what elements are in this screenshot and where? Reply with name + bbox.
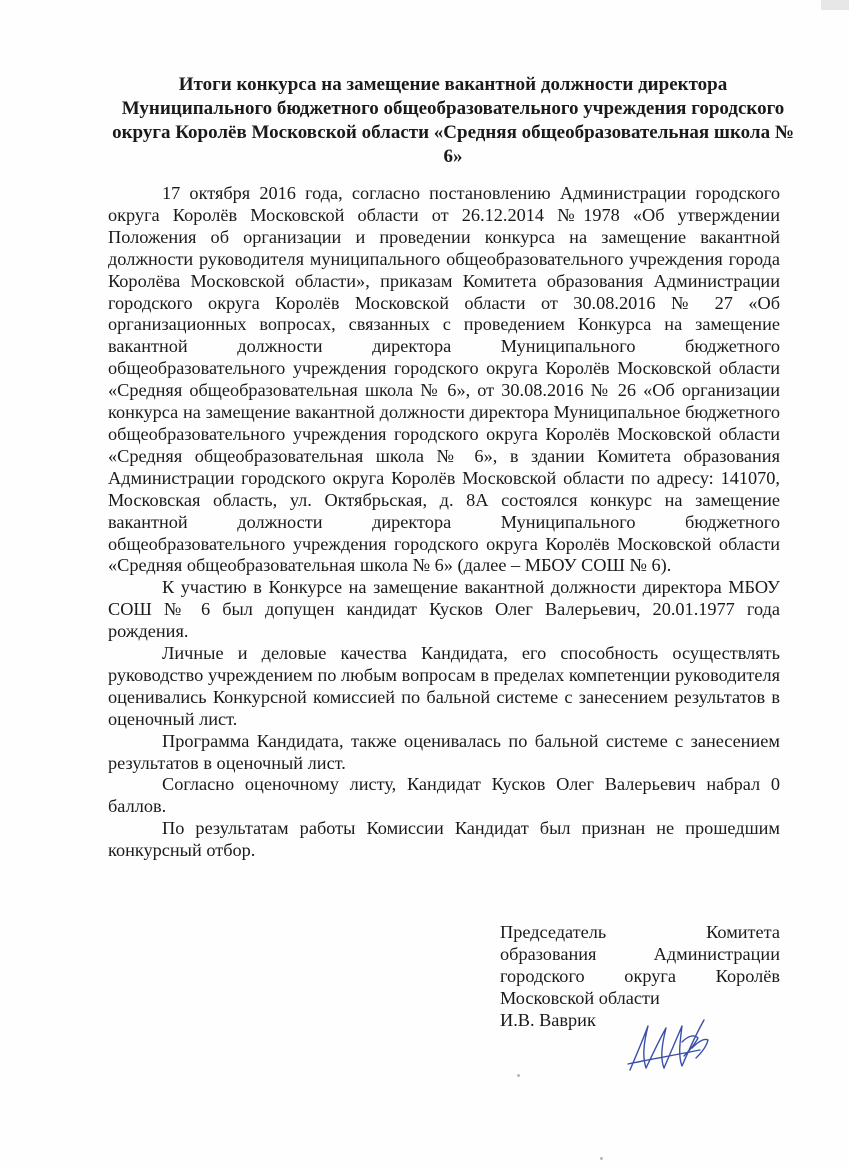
paragraph: Программа Кандидата, также оценивалась по бальной системе с занесением результатов в оценочный лист. bbox=[108, 730, 780, 773]
signature-line: образования Администрации bbox=[500, 943, 780, 964]
scan-speck bbox=[600, 1157, 603, 1160]
signature-line: Председатель Комитета bbox=[500, 922, 780, 942]
document-body bbox=[108, 183, 780, 862]
document-title: Итоги конкурса на замещение вакантной должности директора Муниципального бюджетного общеобразовательного учреждения городского округа Королёв Московской области «Средняя общеобразовательная школа № 6» bbox=[112, 74, 794, 167]
signature-line: Московской области bbox=[500, 987, 660, 1008]
scan-speck bbox=[517, 1074, 520, 1077]
handwritten-signature-icon bbox=[622, 1012, 722, 1074]
paragraph: 17 октября 2016 года, согласно постановлению Администрации городского округа Королёв Московской области от 26.12.2014 №1978 «Об утверждении Положения об организации и проведении конкурса на замещение вакантной должности руководителя муниципального общеобразовательного учреждения города Королёва Московской области», приказам Комитета образования Администрации городского округа Королёв Московской области от 30.08.2016 № 27 «Об организационных вопросах, связанных с проведением Конкурса на замещение вакантной должности директора Муниципального бюджетного общеобразовательного учреждения городского округа Королёв Московской области «Средняя общеобразовательная школа № 6», от 30.08.2016 № 26 «Об организации конкурса на замещение вакантной должности директора Муниципальное бюджетного общеобразовательного учреждения городского округа Королёв Московской области «Средняя общеобразовательная школа № 6», в здании Комитета образования Администрации городского округа Королёв Московской области по адресу: 141070, Московская область, ул. Октябрьская, д. 8А состоялся конкурс на замещение вакантной должности директора Муниципального бюджетного общеобразовательного учреждения городского округа Королёв Московской области «Средняя общеобразовательная школа № 6» (далее – МБОУ СОШ № 6). bbox=[108, 183, 780, 576]
signature-line: городского округа Королёв bbox=[500, 965, 780, 986]
paragraph: Личные и деловые качества Кандидата, его способность осуществлять руководство учреждением по любым вопросам в пределах компетенции руководителя оценивались Конкурсной комиссией по бальной системе с занесением результатов в оценочный лист. bbox=[108, 643, 780, 729]
paragraph: По результатам работы Комиссии Кандидат был признан не прошедшим конкурсный отбор. bbox=[108, 818, 780, 861]
scan-corner-mark bbox=[821, 0, 849, 10]
paragraph: К участию в Конкурсе на замещение вакантной должности директора МБОУ СОШ № 6 был допущен кандидат Кусков Олег Валерьевич, 20.01.1977 года рождения. bbox=[108, 577, 780, 642]
paragraph: Согласно оценочному листу, Кандидат Кусков Олег Валерьевич набрал 0 баллов. bbox=[108, 774, 780, 817]
signer-name: И.В. Ваврик bbox=[500, 1009, 596, 1030]
